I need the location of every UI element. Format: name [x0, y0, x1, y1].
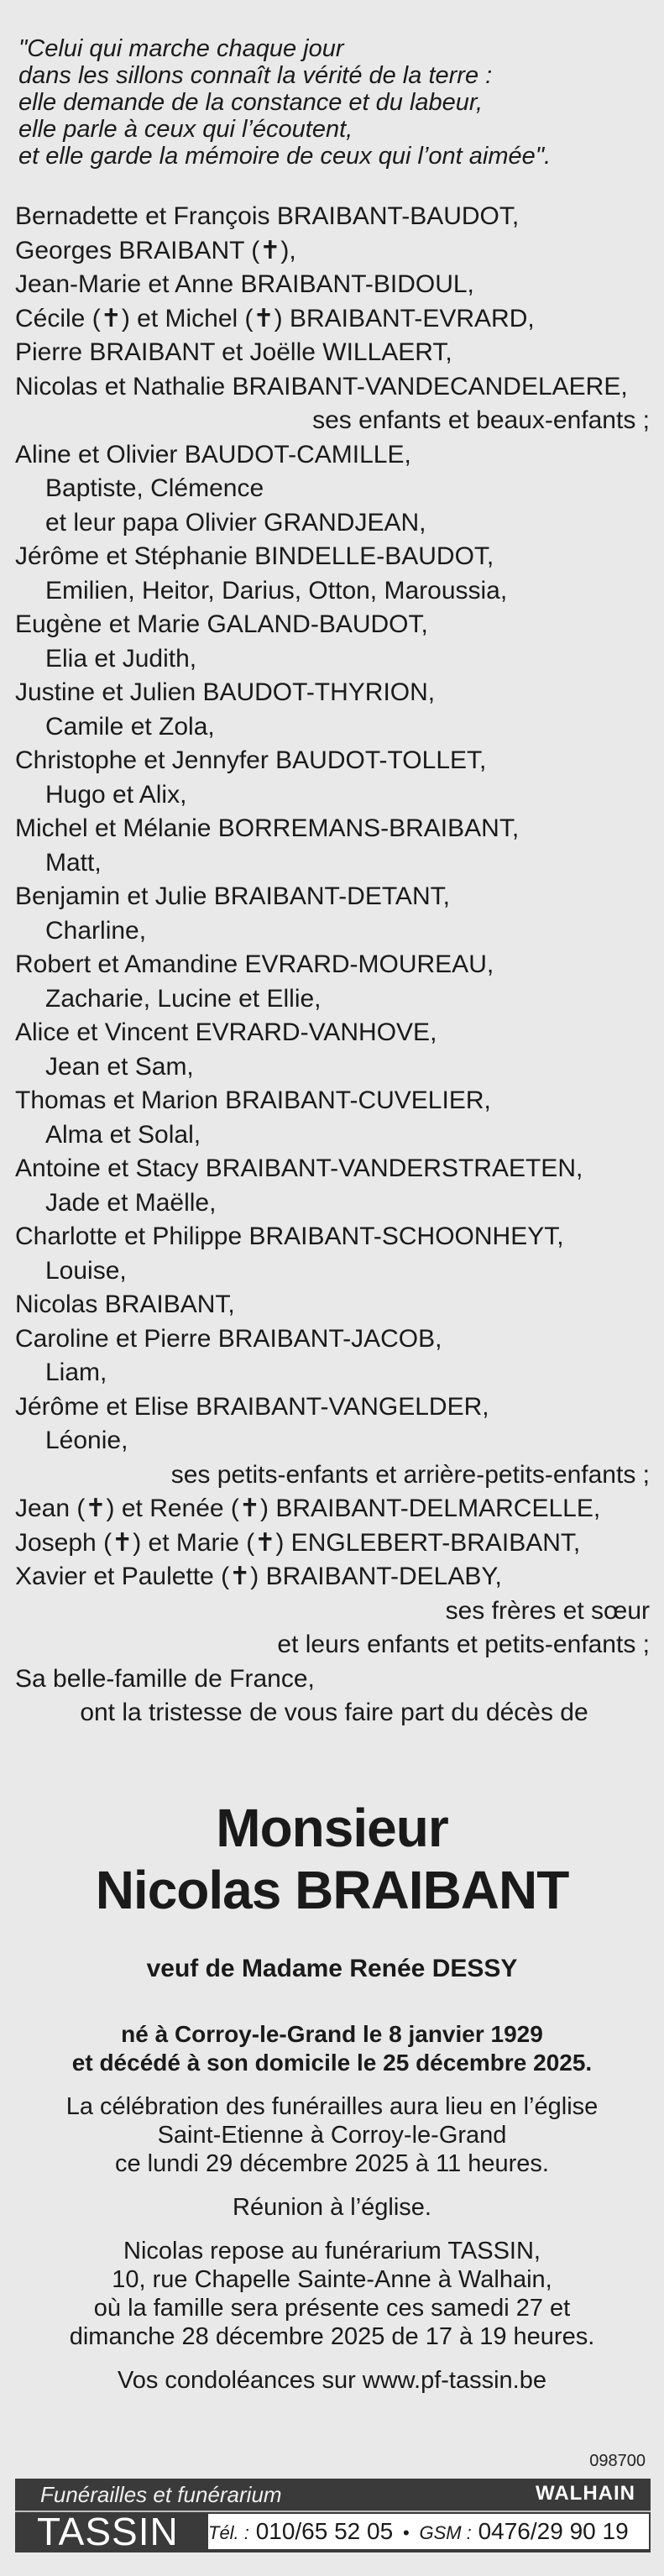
family-line: Justine et Julien BAUDOT-THYRION, [15, 678, 436, 706]
family-line: Joseph (✝) et Marie (✝) ENGLEBERT-BRAIBANT, [15, 1528, 581, 1557]
quote-line: et elle garde la mémoire de ceux qui l’ont aimée". [18, 143, 552, 170]
announcement-line: ont la tristesse de vous faire part du décès de [80, 1699, 588, 1726]
ceremony-line: Saint-Etienne à Corroy-le-Grand [157, 2122, 507, 2149]
ceremony-line: La célébration des funérailles aura lieu en l’église [65, 2093, 599, 2120]
family-line: Jean (✝) et Renée (✝) BRAIBANT-DELMARCELLE, [15, 1495, 601, 1522]
children-line: Camile et Zola, [45, 712, 215, 741]
funeral-home-banner [15, 2479, 651, 2552]
reference-number: 098700 [589, 2452, 646, 2470]
family-line: Xavier et Paulette (✝) BRAIBANT-DELABY, [15, 1563, 502, 1590]
deceased-name: Nicolas BRAIBANT [95, 1860, 569, 1920]
children-line: Matt, [45, 848, 102, 877]
family-line: Michel et Mélanie BORREMANS-BRAIBANT, [15, 814, 520, 842]
quote-line: dans les sillons connaît la vérité de la terre : [18, 62, 493, 89]
banner-brand: TASSIN [37, 2510, 179, 2553]
family-line: Jérôme et Elise BRAIBANT-VANGELDER, [15, 1392, 489, 1421]
visitation-line: Nicolas repose au funérarium TASSIN, [123, 2238, 541, 2264]
gsm-number: 0476/29 90 19 [478, 2518, 629, 2544]
contact-strip [208, 2514, 649, 2549]
children-line: et leur papa Olivier GRANDJEAN, [45, 508, 426, 537]
children-line: Elia et Judith, [45, 644, 197, 673]
gathering-line: Réunion à l’église. [233, 2194, 431, 2221]
family-line: Eugène et Marie GALAND-BAUDOT, [15, 610, 428, 638]
banner-contact-area [15, 2512, 651, 2551]
birth-death-block [0, 2020, 664, 2077]
gsm-label: GSM : [419, 2522, 472, 2543]
visitation-line: 10, rue Chapelle Sainte-Anne à Walhain, [112, 2266, 552, 2293]
children-line: Liam, [45, 1359, 107, 1386]
visitation-line: où la famille sera présente ces samedi 27 et [93, 2295, 571, 2322]
relation-caption: ses frères et sœur [445, 1596, 650, 1625]
ceremony-block [0, 2092, 664, 2178]
tel-label: Tél. : [208, 2522, 249, 2543]
children-line: Baptiste, Clémence [45, 474, 264, 502]
family-line: Charlotte et Philippe BRAIBANT-SCHOONHEYT, [15, 1223, 564, 1250]
deceased-section [0, 1797, 664, 2395]
family-line: Caroline et Pierre BRAIBANT-JACOB, [15, 1324, 442, 1353]
children-line: Jade et Maëlle, [45, 1188, 217, 1217]
family-line: Jérôme et Stéphanie BINDELLE-BAUDOT, [15, 542, 494, 570]
family-line: Jean-Marie et Anne BRAIBANT-BIDOUL, [15, 270, 474, 298]
relation-caption: ses enfants et beaux-enfants ; [312, 406, 650, 434]
family-line: Nicolas et Nathalie BRAIBANT-VANDECANDELAERE, [15, 372, 628, 401]
family-line: Robert et Amandine EVRARD-MOUREAU, [15, 950, 494, 978]
family-line: Christophe et Jennyfer BAUDOT-TOLLET, [15, 746, 487, 774]
family-line: Nicolas BRAIBANT, [15, 1291, 235, 1318]
children-line: Léonie, [45, 1427, 128, 1454]
banner-city: WALHAIN [536, 2482, 635, 2505]
children-line: Emilien, Heitor, Darius, Otton, Maroussia, [45, 576, 508, 605]
tel-number: 010/65 52 05 [255, 2518, 394, 2544]
family-line: Alice et Vincent EVRARD-VANHOVE, [15, 1018, 437, 1046]
honorific-title: Monsieur [216, 1798, 448, 1858]
children-line: Alma et Solal, [45, 1120, 201, 1149]
death-line: et décédé à son domicile le 25 décembre 2025. [71, 2050, 593, 2076]
visitation-block [0, 2237, 664, 2351]
ceremony-line: ce lundi 29 décembre 2025 à 11 heures. [115, 2150, 549, 2177]
contact-separator: • [402, 2522, 410, 2543]
family-line: Cécile (✝) et Michel (✝) BRAIBANT-EVRARD, [15, 304, 535, 332]
family-line: Pierre BRAIBANT et Joëlle WILLAERT, [15, 338, 452, 366]
family-line: Antoine et Stacy BRAIBANT-VANDERSTRAETEN, [15, 1154, 583, 1182]
widower-line: veuf de Madame Renée DESSY [146, 1955, 518, 1982]
children-line: Hugo et Alix, [45, 780, 187, 809]
children-line: Louise, [45, 1256, 127, 1285]
condolences-line: Vos condoléances sur www.pf-tassin.be [118, 2367, 546, 2394]
quote-line: elle demande de la constance et du labeur, [18, 89, 484, 116]
children-line: Charline, [45, 916, 147, 945]
family-line: Thomas et Marion BRAIBANT-CUVELIER, [15, 1086, 491, 1114]
children-line: Zacharie, Lucine et Ellie, [45, 984, 322, 1013]
relation-caption: et leurs enfants et petits-enfants ; [277, 1631, 650, 1658]
family-line: Georges BRAIBANT (✝), [15, 236, 296, 264]
relation-caption: ses petits-enfants et arrière-petits-enfants ; [170, 1460, 650, 1489]
birth-line: né à Corroy-le-Grand le 8 janvier 1929 [121, 2021, 543, 2047]
epigraph-quote [18, 35, 648, 170]
family-list [15, 200, 653, 1730]
family-line: Aline et Olivier BAUDOT-CAMILLE, [15, 440, 411, 469]
banner-tagline: Funérailles et funérarium [40, 2482, 282, 2507]
quote-line: elle parle à ceux qui l’écoutent, [18, 116, 353, 143]
family-line: Benjamin et Julie BRAIBANT-DETANT, [15, 882, 450, 910]
family-line: Sa belle-famille de France, [15, 1664, 315, 1693]
children-line: Jean et Sam, [45, 1052, 194, 1081]
visitation-line: dimanche 28 décembre 2025 de 17 à 19 heures. [69, 2323, 595, 2350]
quote-line: "Celui qui marche chaque jour [18, 35, 344, 62]
family-line: Bernadette et François BRAIBANT-BAUDOT, [15, 202, 520, 230]
